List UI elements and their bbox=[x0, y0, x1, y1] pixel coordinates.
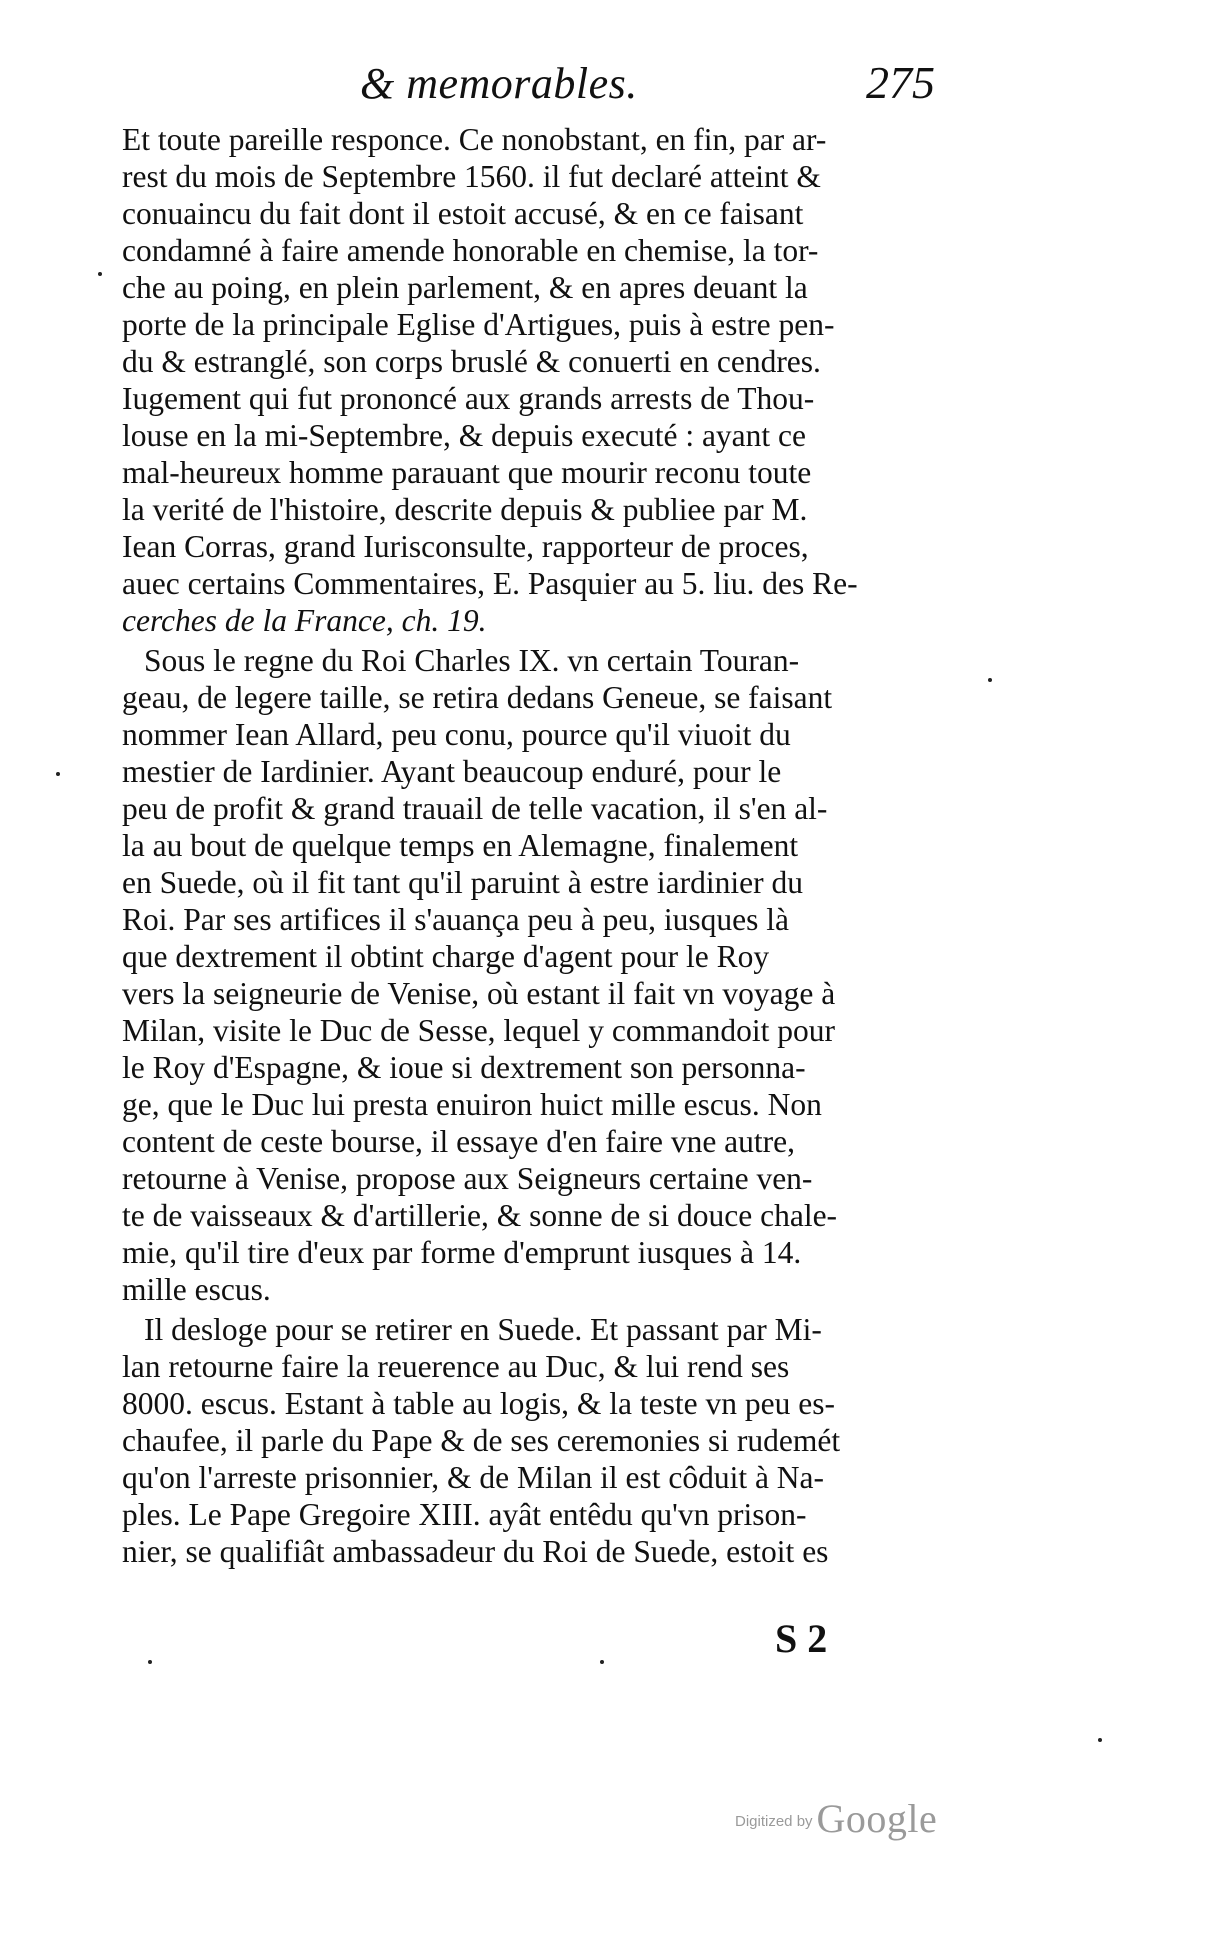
text-line: lan retourne faire la reuerence au Duc, & lui rend ses bbox=[122, 1349, 790, 1384]
text-line: Et toute pareille responce. Ce nonobstant, en fin, par ar- bbox=[122, 122, 827, 157]
running-head: & memorables. bbox=[360, 59, 638, 108]
text-line: la au bout de quelque temps en Alemagne, finalement bbox=[122, 828, 799, 863]
google-logo: Google bbox=[816, 1796, 938, 1841]
text-line: mille escus. bbox=[122, 1272, 271, 1307]
text-line: que dextrement il obtint charge d'agent pour le Roy bbox=[122, 939, 770, 974]
text-line: mie, qu'il tire d'eux par forme d'emprunt iusques à 14. bbox=[122, 1235, 802, 1270]
body-text bbox=[122, 121, 1012, 1573]
text-line: retourne à Venise, propose aux Seigneurs certaine ven- bbox=[122, 1161, 813, 1196]
text-line: la verité de l'histoire, descrite depuis & publiee par M. bbox=[122, 492, 808, 527]
text-line: en Suede, où il fit tant qu'il paruint à estre iardinier du bbox=[122, 865, 803, 900]
ink-speck bbox=[1098, 1738, 1102, 1742]
signature-mark: S 2 bbox=[775, 1616, 828, 1661]
text-line: Milan, visite le Duc de Sesse, lequel y commandoit pour bbox=[122, 1013, 835, 1048]
watermark-prefix: Digitized by bbox=[735, 1813, 813, 1830]
paragraph-3 bbox=[122, 1311, 1012, 1570]
citation-line: cerches de la France, ch. 19. bbox=[122, 603, 487, 638]
text-line: Roi. Par ses artifices il s'auança peu à peu, iusques là bbox=[122, 902, 789, 937]
ink-speck bbox=[56, 772, 60, 776]
text-line: louse en la mi-Septembre, & depuis executé : ayant ce bbox=[122, 418, 807, 453]
text-line: peu de profit & grand trauail de telle vacation, il s'en al- bbox=[122, 791, 828, 826]
ink-speck bbox=[148, 1660, 152, 1664]
page-number: 275 bbox=[866, 57, 935, 108]
text-line: geau, de legere taille, se retira dedans Geneue, se faisant bbox=[122, 680, 833, 715]
text-line: qu'on l'arreste prisonnier, & de Milan il est côduit à Na- bbox=[122, 1460, 825, 1495]
text-line: ge, que le Duc lui presta enuiron huict mille escus. Non bbox=[122, 1087, 822, 1122]
text-line: che au poing, en plein parlement, & en apres deuant la bbox=[122, 270, 808, 305]
text-line: Iean Corras, grand Iurisconsulte, rapporteur de proces, bbox=[122, 529, 809, 564]
text-line: rest du mois de Septembre 1560. il fut declaré atteint & bbox=[122, 159, 821, 194]
text-line: auec certains Commentaires, E. Pasquier au 5. liu. des Re- bbox=[122, 566, 858, 601]
text-line: le Roy d'Espagne, & ioue si dextrement son personna- bbox=[122, 1050, 806, 1085]
paragraph-1 bbox=[122, 121, 1012, 639]
text-line: te de vaisseaux & d'artillerie, & sonne de si douce chale- bbox=[122, 1198, 838, 1233]
text-line: chaufee, il parle du Pape & de ses ceremonies si rudemét bbox=[122, 1423, 841, 1458]
digitized-watermark bbox=[735, 1795, 937, 1842]
text-line: vers la seigneurie de Venise, où estant il fait vn voyage à bbox=[122, 976, 836, 1011]
text-line: mestier de Iardinier. Ayant beaucoup enduré, pour le bbox=[122, 754, 782, 789]
text-line: Sous le regne du Roi Charles IX. vn certain Touran- bbox=[144, 643, 800, 678]
paragraph-2 bbox=[122, 642, 1012, 1308]
text-line: Iugement qui fut prononcé aux grands arrests de Thou- bbox=[122, 381, 815, 416]
text-line: conuaincu du fait dont il estoit accusé, & en ce faisant bbox=[122, 196, 804, 231]
ink-speck bbox=[98, 272, 102, 276]
ink-speck bbox=[988, 678, 992, 682]
ink-speck bbox=[600, 1660, 604, 1664]
text-line: nier, se qualifiât ambassadeur du Roi de Suede, estoit es bbox=[122, 1534, 829, 1569]
text-line: 8000. escus. Estant à table au logis, & la teste vn peu es- bbox=[122, 1386, 835, 1421]
text-line: mal-heureux homme parauant que mourir reconu toute bbox=[122, 455, 812, 490]
text-line: condamné à faire amende honorable en chemise, la tor- bbox=[122, 233, 819, 268]
text-line: porte de la principale Eglise d'Artigues, puis à estre pen- bbox=[122, 307, 835, 342]
text-line: content de ceste bourse, il essaye d'en faire vne autre, bbox=[122, 1124, 796, 1159]
text-line: Il desloge pour se retirer en Suede. Et passant par Mi- bbox=[144, 1312, 822, 1347]
text-line: du & estranglé, son corps bruslé & conuerti en cendres. bbox=[122, 344, 821, 379]
text-line: ples. Le Pape Gregoire XIII. ayât entêdu qu'vn prison- bbox=[122, 1497, 807, 1532]
text-line: nommer Iean Allard, peu conu, pource qu'il viuoit du bbox=[122, 717, 791, 752]
